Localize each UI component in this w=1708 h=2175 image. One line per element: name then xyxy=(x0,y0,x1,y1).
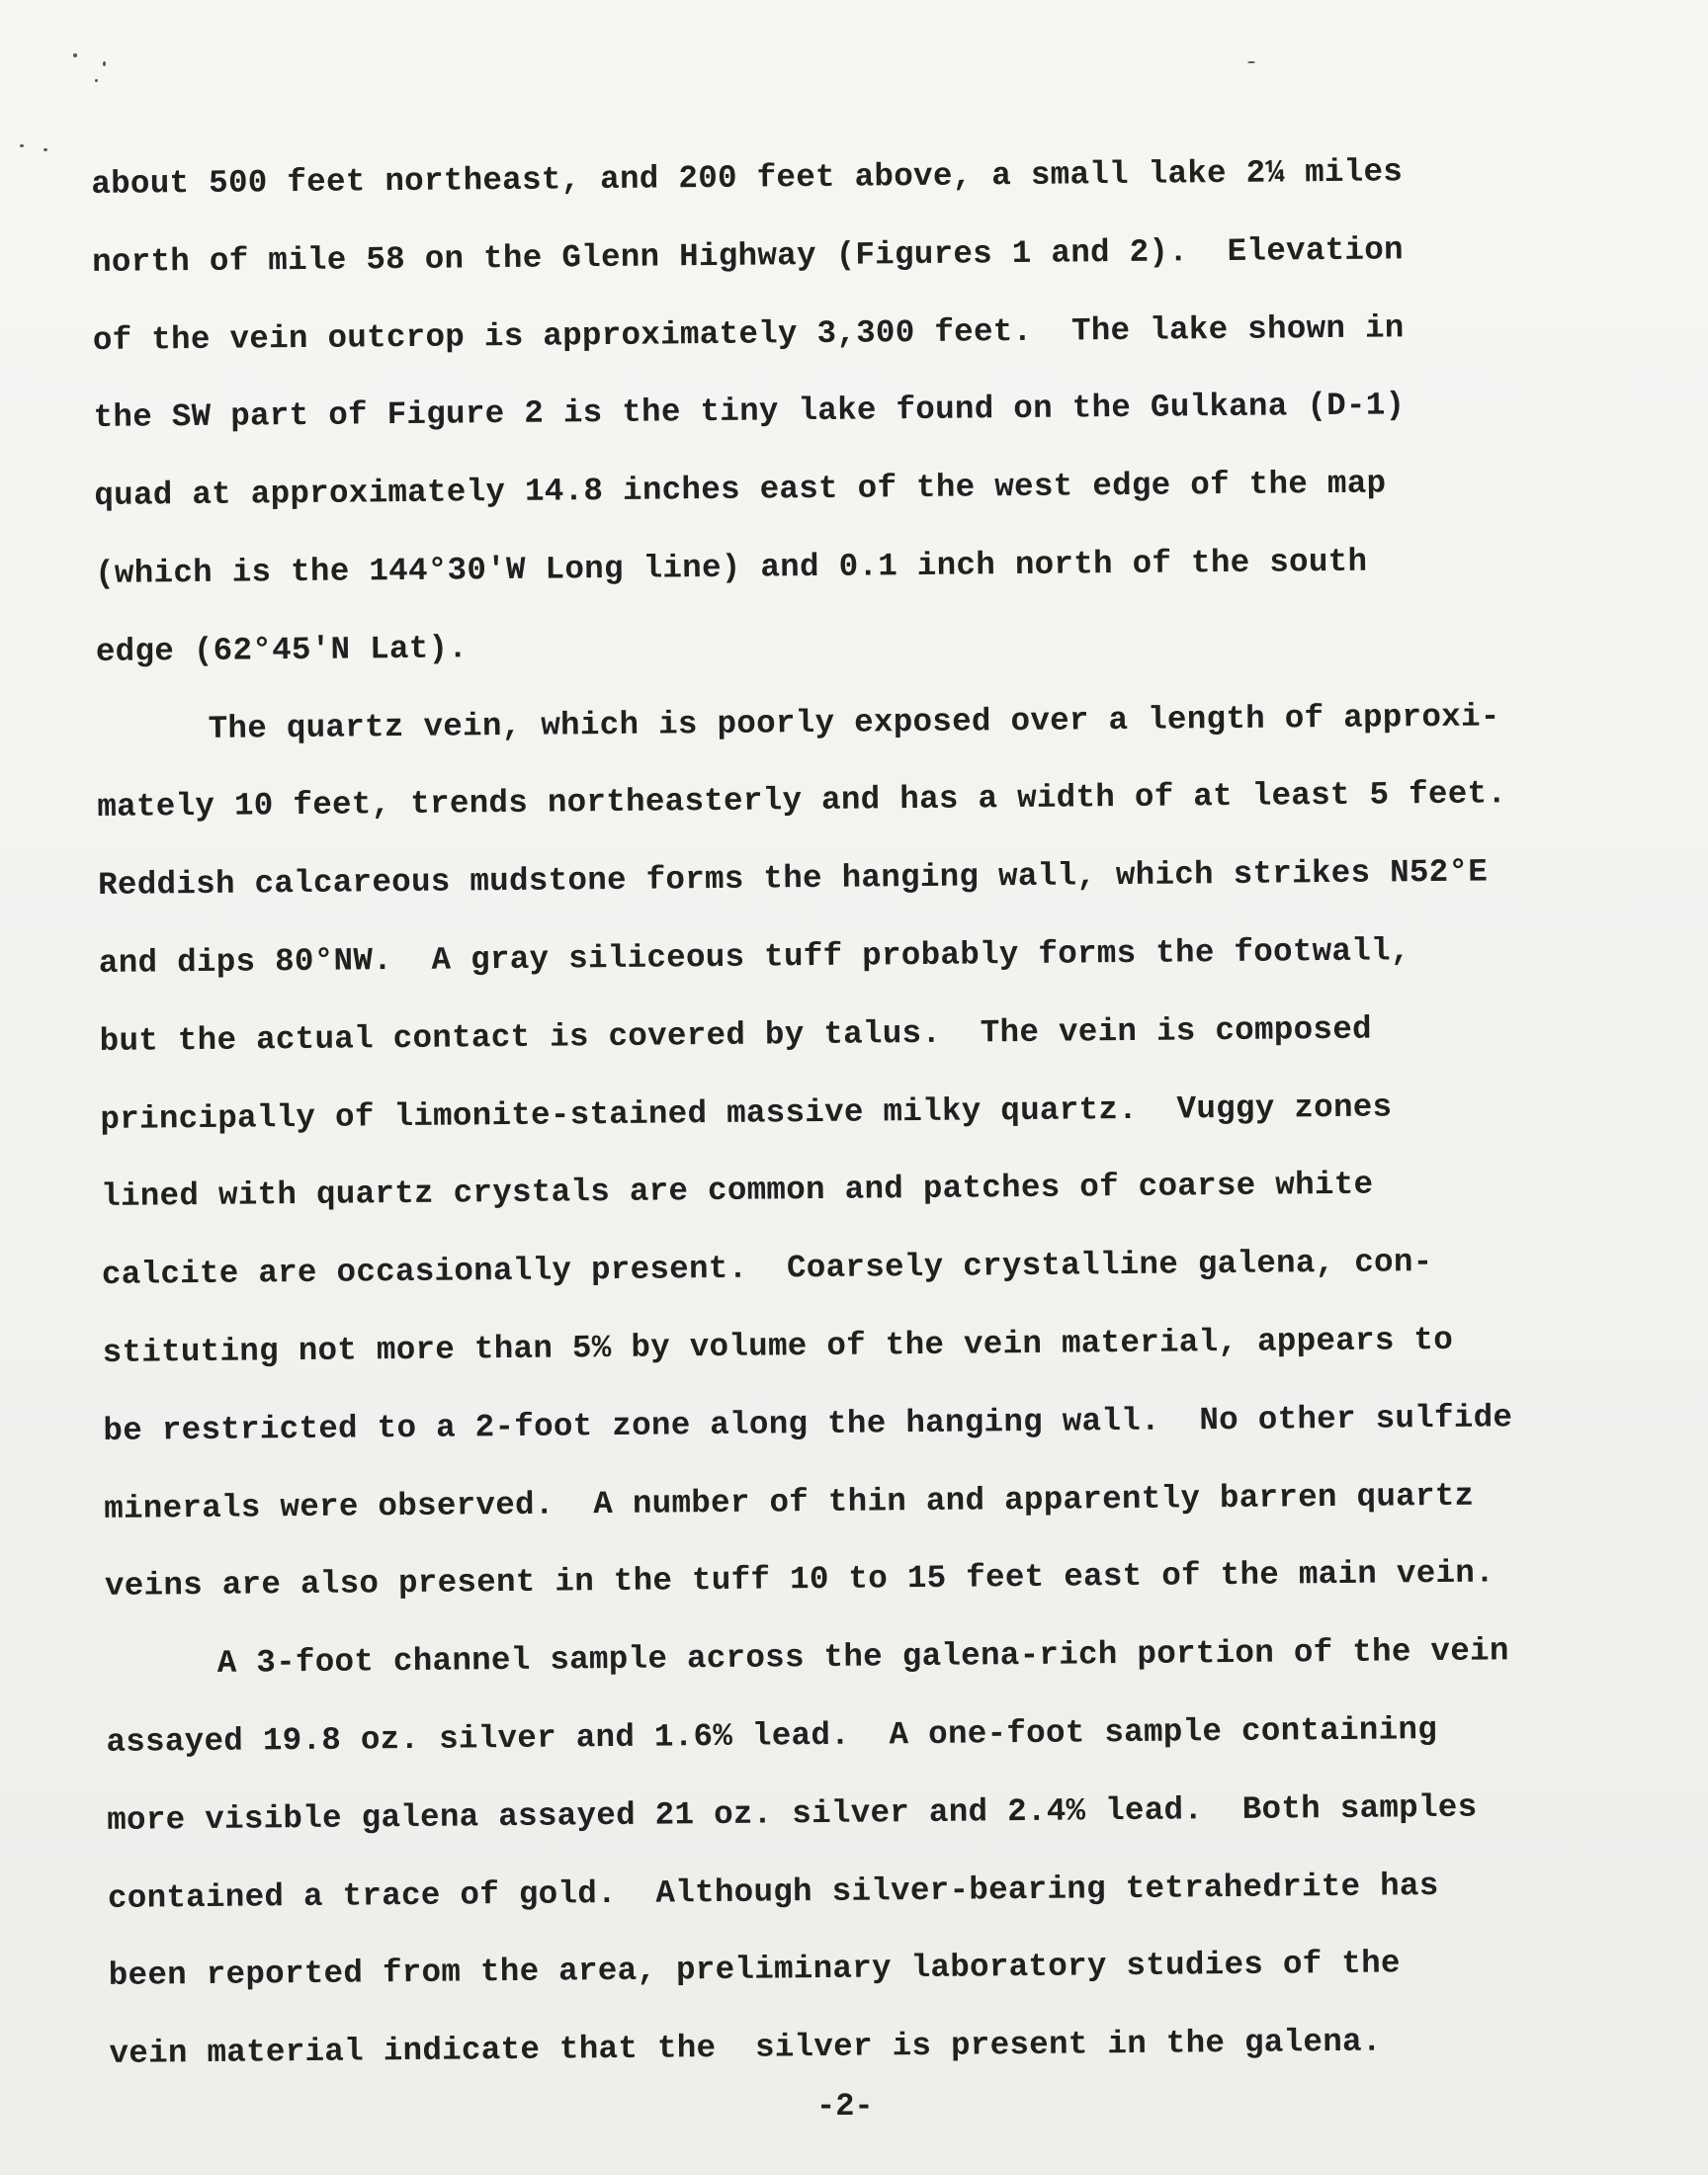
text-line: The quartz vein, which is poorly exposed over a length of approxi- xyxy=(208,697,1500,747)
text-line: but the actual contact is covered by talus. The vein is composed xyxy=(99,1010,1373,1060)
document-body xyxy=(91,131,1632,2094)
text-line: be restricted to a 2-foot zone along the hanging wall. No other sulfide xyxy=(103,1399,1513,1449)
text-line: and dips 80°NW. A gray siliceous tuff probably forms the footwall, xyxy=(98,932,1410,982)
text-line: stituting not more than 5% by volume of the vein material, appears to xyxy=(102,1321,1454,1371)
text-line: about 500 feet northeast, and 200 feet above, a small lake 2¼ miles xyxy=(91,153,1404,203)
text-line: calcite are occasionally present. Coarsely crystalline galena, con- xyxy=(101,1244,1433,1294)
scan-speck xyxy=(95,79,98,82)
text-line: been reported from the area, preliminary laboratory studies of the xyxy=(108,1945,1401,1995)
text-line: lined with quartz crystals are common and patches of coarse white xyxy=(101,1166,1374,1216)
scan-speck xyxy=(43,148,47,151)
scan-speck xyxy=(1247,61,1255,63)
text-line: veins are also present in the tuff 10 to 15 feet east of the main vein. xyxy=(104,1554,1495,1606)
text-line: contained a trace of gold. Although silver-bearing tetrahedrite has xyxy=(107,1867,1439,1917)
text-line: more visible galena assayed 21 oz. silver and 2.4% lead. Both samples xyxy=(107,1788,1478,1839)
text-line: A 3-foot channel sample across the galena-rich portion of the vein xyxy=(216,1632,1509,1682)
page-number: -2- xyxy=(816,2088,874,2125)
text-line: of the vein outcrop is approximately 3,300 feet. The lake shown in xyxy=(92,308,1405,359)
paragraph-assay-results xyxy=(105,1611,1631,2094)
text-line: the SW part of Figure 2 is the tiny lake found on the Gulkana (D-1) xyxy=(93,387,1406,437)
text-line: vein material indicate that the silver is present in the galena. xyxy=(109,2023,1382,2073)
text-line: mately 10 feet, trends northeasterly and has a width of at least 5 feet. xyxy=(97,775,1507,826)
text-line: principally of limonite-stained massive milky quartz. Vuggy zones xyxy=(100,1088,1393,1138)
scan-speck xyxy=(103,61,106,66)
text-line: north of mile 58 on the Glenn Highway (Figures 1 and 2). Elevation xyxy=(91,231,1405,281)
paragraph-vein-description xyxy=(96,677,1627,1626)
text-line: minerals were observed. A number of thin and apparently barren quartz xyxy=(104,1477,1475,1527)
scan-speck xyxy=(20,144,24,147)
text-line: edge (62°45'N Lat). xyxy=(95,630,469,670)
text-line: Reddish calcareous mudstone forms the hanging wall, which strikes N52°E xyxy=(97,853,1489,905)
scan-speck xyxy=(73,53,77,57)
paragraph-location xyxy=(91,131,1618,691)
text-line: (which is the 144°30'W Long line) and 0.1 inch north of the south xyxy=(94,543,1368,592)
text-line: quad at approximately 14.8 inches east of the west edge of the map xyxy=(94,465,1387,515)
text-line: assayed 19.8 oz. silver and 1.6% lead. A one-foot sample containing xyxy=(106,1710,1438,1761)
